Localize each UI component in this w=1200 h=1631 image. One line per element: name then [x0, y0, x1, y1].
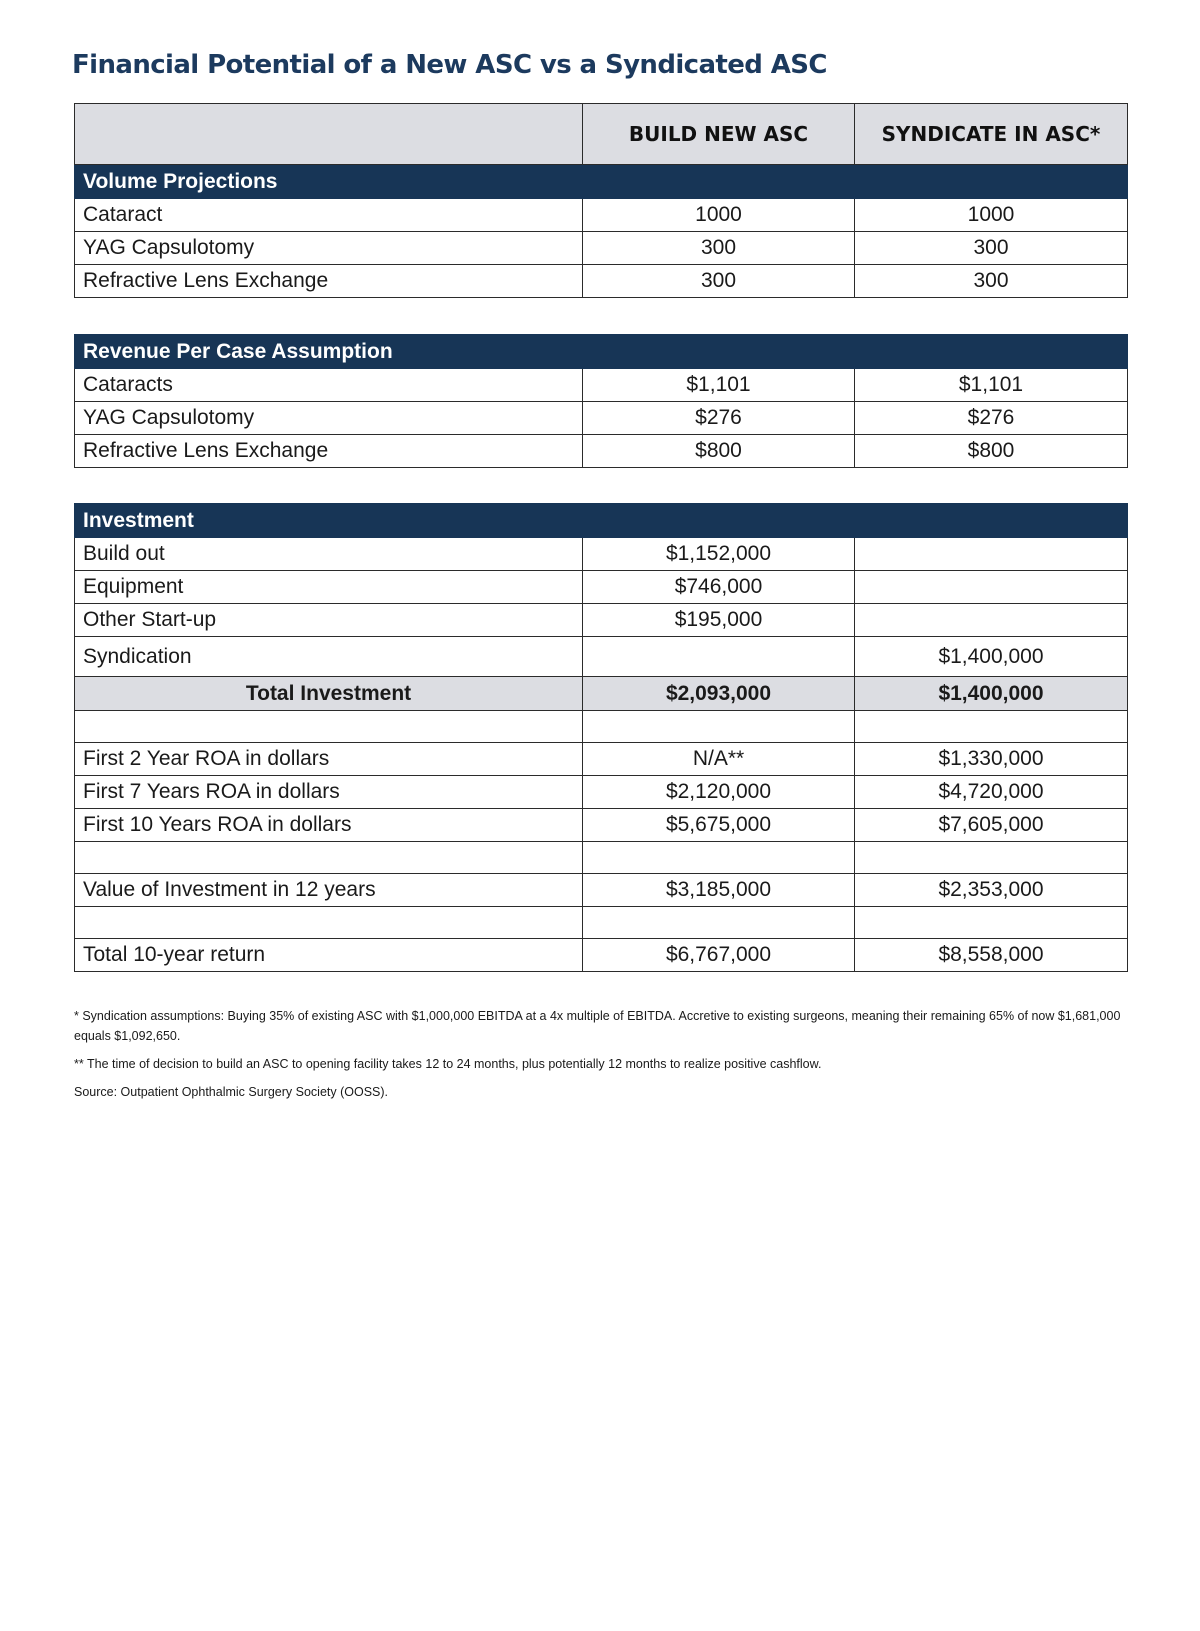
empty-row [75, 711, 1128, 743]
table-row [75, 538, 1128, 571]
row-label: YAG Capsulotomy [75, 232, 583, 265]
header-syndicate-in-asc: SYNDICATE IN ASC* [855, 104, 1128, 165]
investment-table [74, 503, 1128, 972]
section-title-investment: Investment [75, 504, 1128, 538]
row-label: Other Start-up [75, 604, 583, 637]
syndicate-value: $1,400,000 [855, 637, 1128, 677]
section-title-volume: Volume Projections [75, 165, 1128, 199]
build-value: $746,000 [583, 571, 855, 604]
build-value: $2,120,000 [583, 776, 855, 809]
table-row [75, 637, 1128, 677]
table-row [75, 604, 1128, 637]
section-title-revenue: Revenue Per Case Assumption [75, 335, 1128, 369]
build-value: $3,185,000 [583, 874, 855, 907]
syndicate-value: $800 [855, 435, 1128, 468]
row-label: Equipment [75, 571, 583, 604]
row-label: First 10 Years ROA in dollars [75, 809, 583, 842]
syndicate-value: 300 [855, 265, 1128, 298]
empty-cell [583, 842, 855, 874]
section-header-row [75, 165, 1128, 199]
build-value: 300 [583, 232, 855, 265]
build-value: $276 [583, 402, 855, 435]
source-note: Source: Outpatient Ophthalmic Surgery Society (OOSS). [74, 1085, 389, 1099]
total-investment-row [75, 677, 1128, 711]
row-label: First 7 Years ROA in dollars [75, 776, 583, 809]
table-row [75, 265, 1128, 298]
section-header-row [75, 504, 1128, 538]
footnotes [74, 1006, 1134, 1110]
empty-cell [75, 907, 583, 939]
row-label: Refractive Lens Exchange [75, 435, 583, 468]
row-label: First 2 Year ROA in dollars [75, 743, 583, 776]
syndicate-value [855, 538, 1128, 571]
row-label: Build out [75, 538, 583, 571]
empty-row [75, 842, 1128, 874]
empty-cell [855, 842, 1128, 874]
row-label: Cataracts [75, 369, 583, 402]
table-row [75, 776, 1128, 809]
empty-cell [855, 711, 1128, 743]
empty-cell [583, 907, 855, 939]
footnote-build-timeline: ** The time of decision to build an ASC to opening facility takes 12 to 24 months, plus potentially 12 months to realize positive cashflow. [74, 1057, 822, 1071]
syndicate-value: 1000 [855, 199, 1128, 232]
syndicate-value: $1,101 [855, 369, 1128, 402]
syndicate-value: $7,605,000 [855, 809, 1128, 842]
syndicate-value: $2,353,000 [855, 874, 1128, 907]
build-value: $1,101 [583, 369, 855, 402]
row-label: Syndication [75, 637, 583, 677]
row-label: Value of Investment in 12 years [75, 874, 583, 907]
build-value: 1000 [583, 199, 855, 232]
page-title: Financial Potential of a New ASC vs a Syndicated ASC [72, 50, 827, 80]
syndicate-value: $1,330,000 [855, 743, 1128, 776]
footnote-syndication: * Syndication assumptions: Buying 35% of existing ASC with $1,000,000 EBITDA at a 4x multiple of EBITDA. Accretive to existing surgeons, meaning their remaining 65% of now $1,681,000 equals $1,092,650. [74, 1009, 1121, 1043]
header-blank-cell [75, 104, 583, 165]
table-row [75, 232, 1128, 265]
build-value [583, 637, 855, 677]
table-row [75, 402, 1128, 435]
volume-table [74, 103, 1128, 298]
empty-cell [583, 711, 855, 743]
syndicate-value: $4,720,000 [855, 776, 1128, 809]
revenue-table [74, 334, 1128, 468]
build-value: $1,152,000 [583, 538, 855, 571]
table-row [75, 571, 1128, 604]
empty-cell [75, 711, 583, 743]
total-investment-label: Total Investment [75, 677, 583, 711]
build-value: 300 [583, 265, 855, 298]
syndicate-value [855, 604, 1128, 637]
row-label: Cataract [75, 199, 583, 232]
syndicate-value: 300 [855, 232, 1128, 265]
section-header-row [75, 335, 1128, 369]
total-investment-syndicate: $1,400,000 [855, 677, 1128, 711]
table-row [75, 435, 1128, 468]
header-build-new-asc: BUILD NEW ASC [583, 104, 855, 165]
build-value: $800 [583, 435, 855, 468]
build-value: $5,675,000 [583, 809, 855, 842]
syndicate-value [855, 571, 1128, 604]
row-label: YAG Capsulotomy [75, 402, 583, 435]
empty-row [75, 907, 1128, 939]
build-value: $6,767,000 [583, 939, 855, 972]
empty-cell [855, 907, 1128, 939]
total-investment-build: $2,093,000 [583, 677, 855, 711]
build-value: $195,000 [583, 604, 855, 637]
table-row [75, 939, 1128, 972]
table-row [75, 743, 1128, 776]
row-label: Refractive Lens Exchange [75, 265, 583, 298]
column-header-row [75, 104, 1128, 165]
row-label: Total 10-year return [75, 939, 583, 972]
table-row [75, 809, 1128, 842]
syndicate-value: $8,558,000 [855, 939, 1128, 972]
syndicate-value: $276 [855, 402, 1128, 435]
table-row [75, 874, 1128, 907]
build-value: N/A** [583, 743, 855, 776]
table-row [75, 369, 1128, 402]
table-row [75, 199, 1128, 232]
empty-cell [75, 842, 583, 874]
